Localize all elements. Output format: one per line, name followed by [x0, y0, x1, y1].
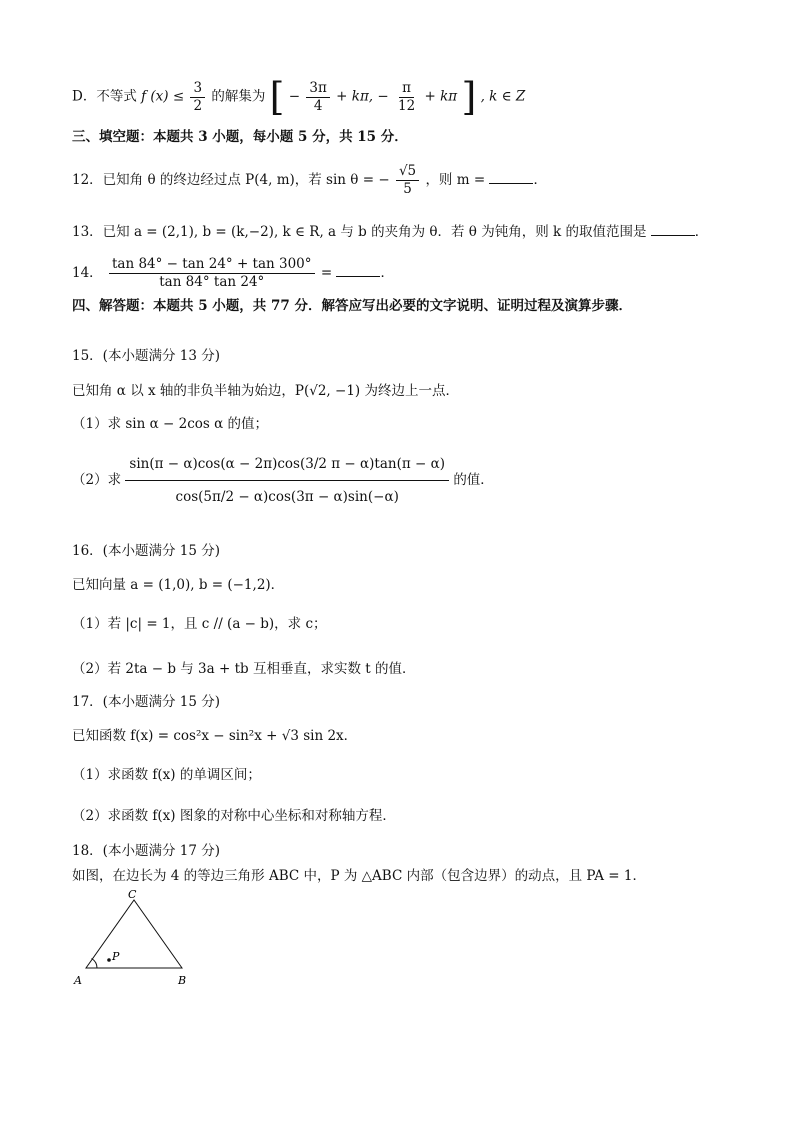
- frac-num: π: [399, 80, 414, 98]
- frac-num: sin(π − α)cos(α − 2π)cos(3/2 π − α)tan(π − α): [125, 452, 449, 481]
- option-d-mid: 的解集为: [211, 88, 266, 105]
- triangle-figure: [72, 890, 202, 990]
- upper-tail: + kπ: [424, 88, 458, 105]
- frac-num: 3: [190, 80, 205, 98]
- q16-part2: （2）若 2ta − b 与 3a + tb 互相垂直，求实数 t 的值．: [72, 661, 416, 677]
- frac-num: tan 84° − tan 24° + tan 300°: [109, 256, 315, 274]
- lower-tail: + kπ, −: [336, 88, 389, 105]
- label-b: B: [178, 974, 187, 987]
- left-bracket: [: [269, 75, 285, 119]
- q14-post: =: [320, 265, 333, 281]
- q18-head: 18．(本小题满分 17 分): [72, 843, 220, 859]
- q16-stem: 已知向量 a = (1,0), b = (−1,2)．: [72, 577, 285, 593]
- q12-pre: 12．已知角 θ 的终边经过点 P(4, m)，若 sin θ = −: [72, 172, 390, 188]
- frac-num: 3π: [306, 80, 329, 98]
- label-c: C: [128, 890, 137, 901]
- upper-frac: [395, 80, 418, 115]
- q13-end: ．: [694, 224, 709, 240]
- lower-sign: −: [288, 88, 301, 105]
- q16-head: 16．(本小题满分 15 分): [72, 543, 220, 559]
- lower-frac: [306, 80, 329, 115]
- q18-stem: 如图，在边长为 4 的等边三角形 ABC 中，P 为 △ABC 内部（包含边界）的动点，且 PA = 1．: [72, 868, 646, 884]
- answer-blank: [336, 262, 380, 277]
- question-13: [72, 221, 734, 242]
- q12-frac: [396, 163, 419, 198]
- option-d-frac: [190, 80, 205, 115]
- option-d: [72, 75, 734, 119]
- option-d-label: D．不等式: [72, 88, 137, 105]
- answer-blank: [489, 169, 533, 184]
- frac-den: 4: [313, 97, 323, 114]
- frac-num: √5: [396, 163, 419, 181]
- frac-den: 5: [403, 181, 412, 197]
- q17-stem: 已知函数 f(x) = cos²x − sin²x + √3 sin 2x．: [72, 728, 358, 744]
- frac-den: cos(5π/2 − α)cos(3π − α)sin(−α): [175, 489, 399, 505]
- right-bracket: ]: [461, 75, 477, 119]
- q16-part1: （1）若 |c| = 1，且 c // (a − b)，求 c；: [72, 616, 327, 632]
- q12-post: ，则 m =: [425, 172, 486, 188]
- triangle-abc: [86, 900, 182, 968]
- question-14: [72, 256, 734, 292]
- q15-stem: 已知角 α 以 x 轴的非负半轴为始边，P(√2, −1) 为终边上一点．: [72, 383, 459, 399]
- frac-den: 12: [398, 97, 416, 114]
- q15-p2-frac: [125, 452, 449, 509]
- q14-end: ．: [380, 265, 394, 281]
- q12-end: ．: [533, 172, 547, 188]
- point-p: [107, 958, 111, 962]
- option-d-fx: f (x) ≤: [141, 88, 185, 105]
- q15-p2-pre: （2）求: [72, 472, 122, 488]
- question-12: [72, 163, 734, 197]
- section-3-title: 三、填空题：本题共 3 小题，每小题 5 分，共 15 分．: [72, 129, 408, 145]
- q13-text: 13．已知 a = (2,1), b = (k,−2), k ∈ R, a 与 b 的夹角为 θ．若 θ 为钝角，则 k 的取值范围是: [72, 224, 647, 240]
- q15-p2-post: 的值．: [453, 472, 494, 488]
- arc-radius-one: [92, 959, 98, 969]
- q15-part1: （1）求 sin α − 2cos α 的值；: [72, 416, 269, 432]
- q15-part2: [72, 452, 734, 514]
- label-a: A: [74, 974, 82, 987]
- frac-den: tan 84° tan 24°: [159, 274, 265, 290]
- option-d-end: , k ∈ Z: [480, 88, 526, 105]
- q17-part2: （2）求函数 f(x) 图象的对称中心坐标和对称轴方程．: [72, 808, 396, 824]
- q14-frac: [109, 256, 315, 291]
- q17-head: 17．(本小题满分 15 分): [72, 694, 220, 710]
- section-4-title: 四、解答题：本题共 5 小题，共 77 分．解答应写出必要的文字说明、证明过程及演算步骤．: [72, 298, 632, 314]
- q14-pre: 14．: [72, 265, 103, 281]
- label-p: P: [112, 950, 120, 963]
- q17-part1: （1）求函数 f(x) 的单调区间；: [72, 767, 261, 783]
- q15-head: 15．(本小题满分 13 分): [72, 348, 220, 364]
- answer-blank: [651, 221, 695, 236]
- frac-den: 2: [193, 97, 203, 114]
